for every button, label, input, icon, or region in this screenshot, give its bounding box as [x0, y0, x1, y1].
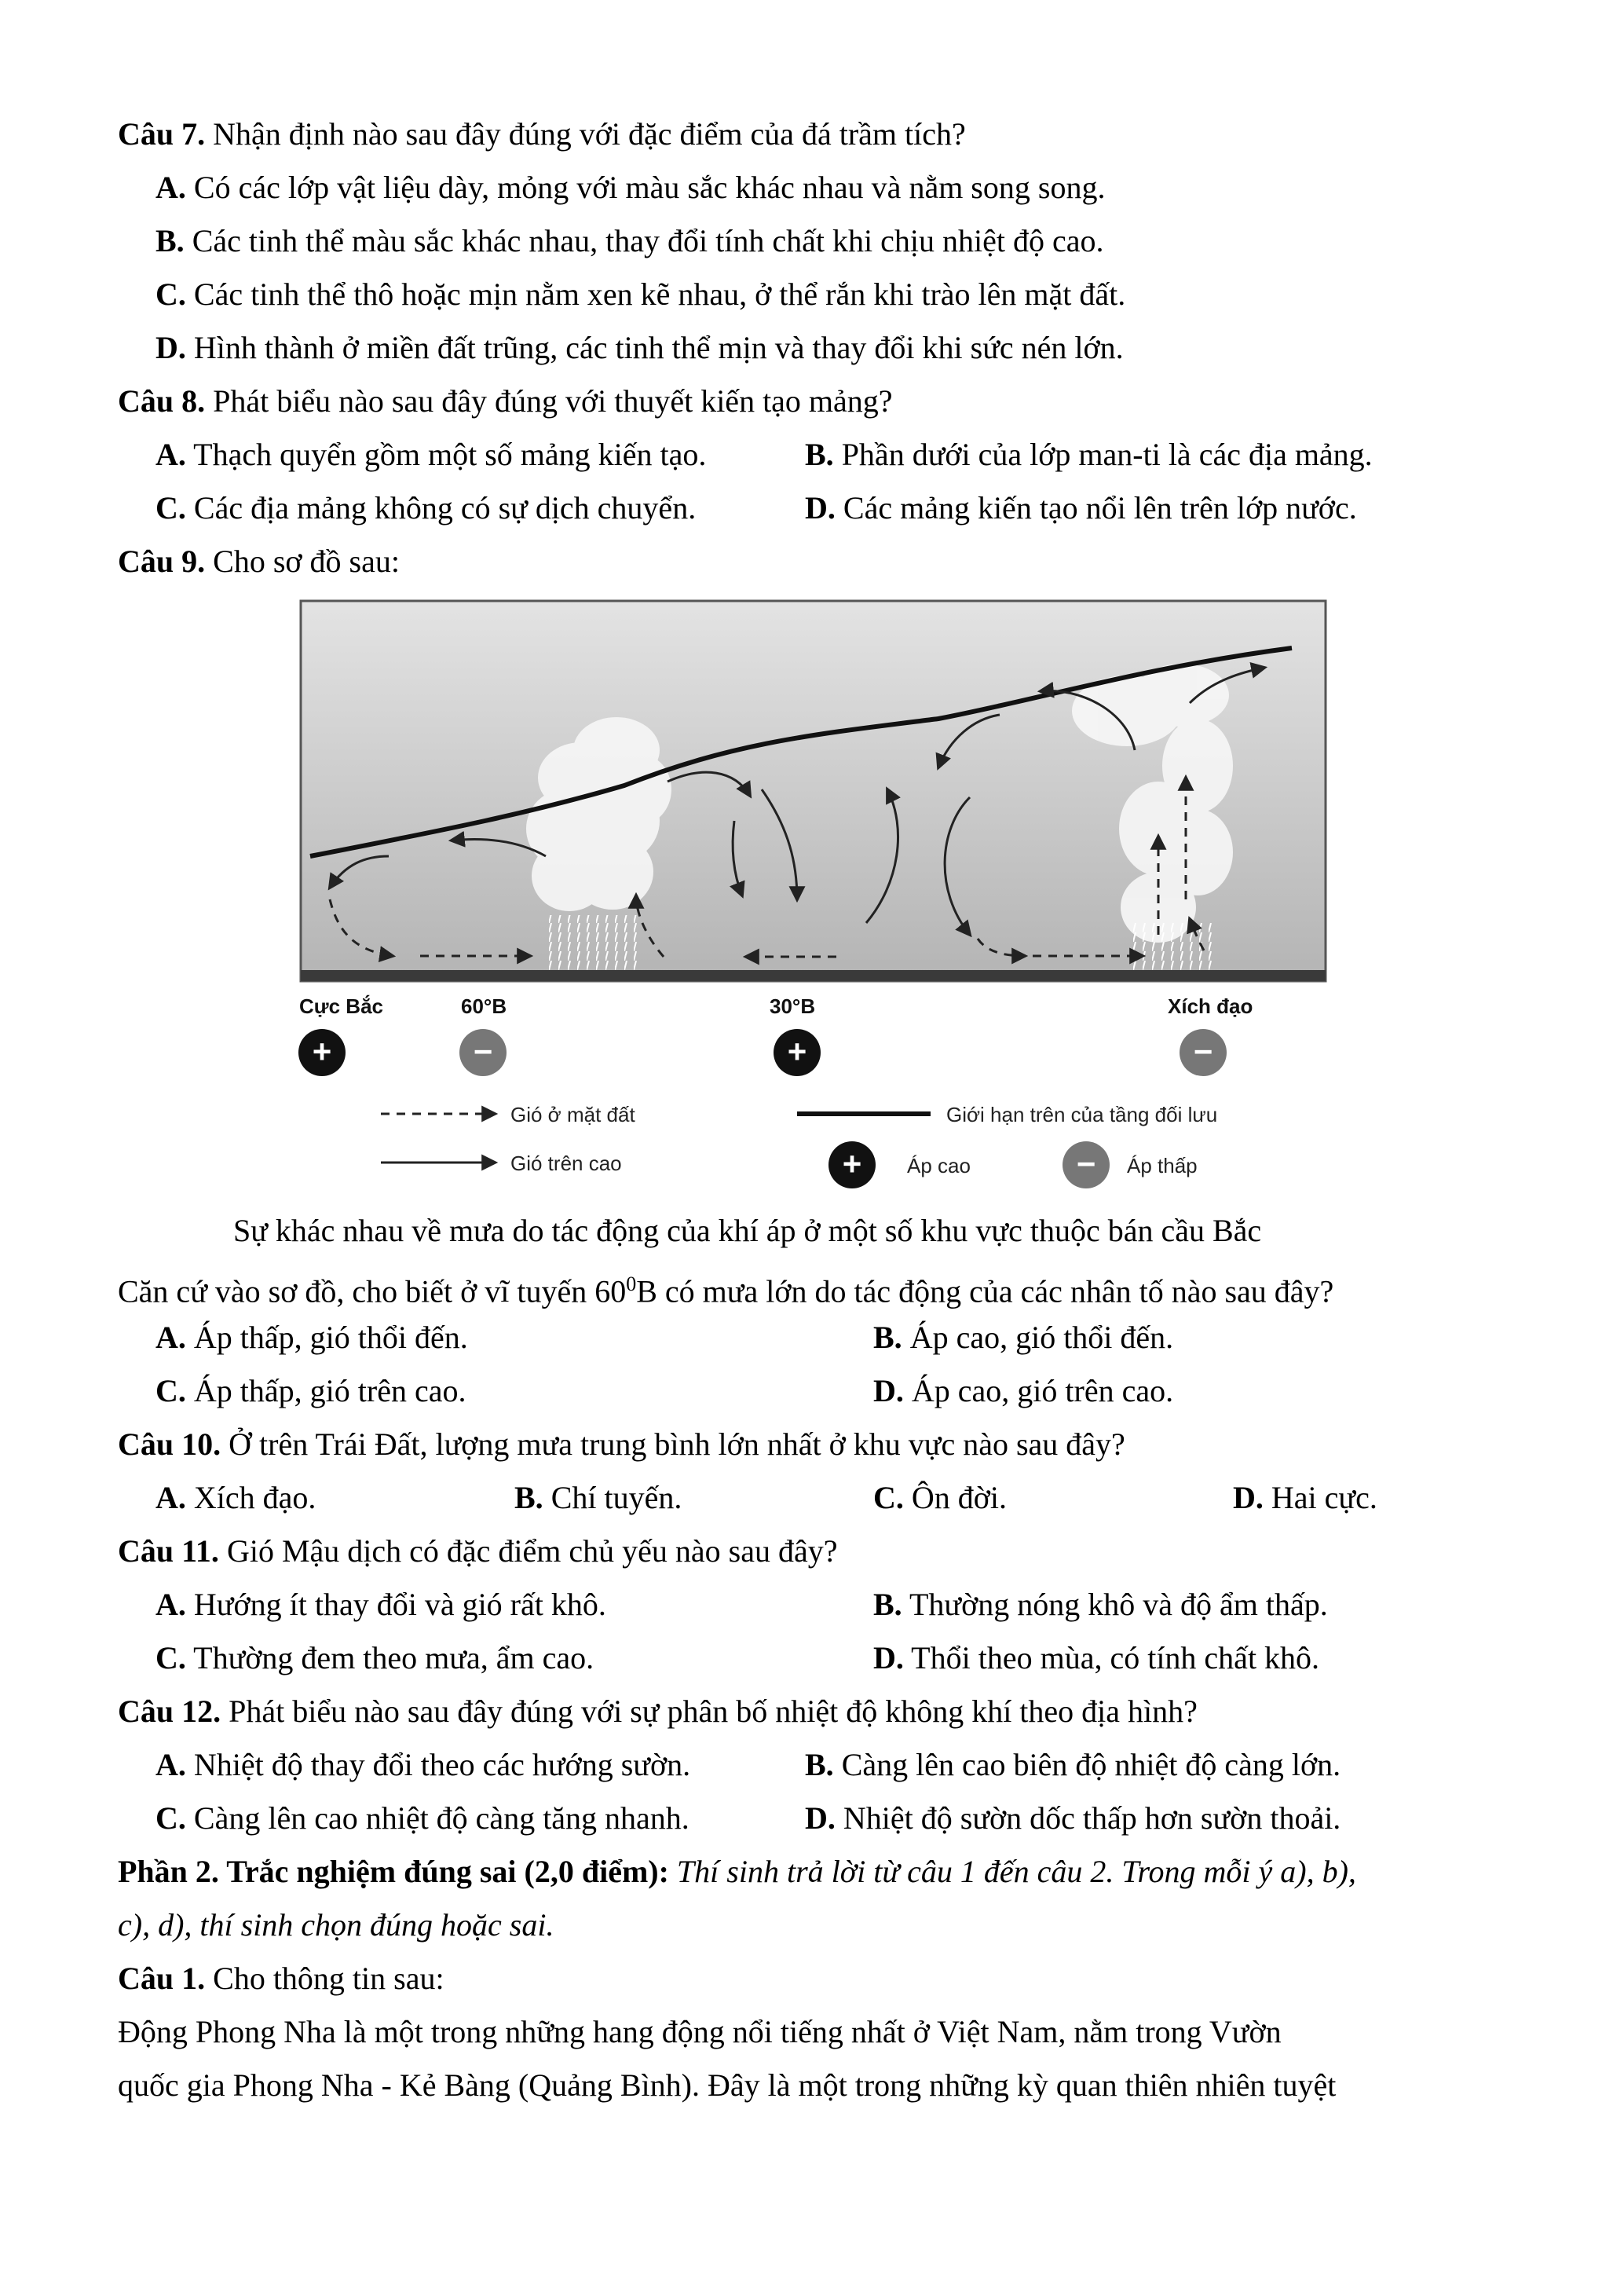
option-text: Xích đạo. [185, 1480, 316, 1515]
option-key: B. [805, 1747, 834, 1782]
option-text: Thạch quyển gồm một số mảng kiến tạo. [185, 437, 707, 472]
option-text: Thường đem theo mưa, ẩm cao. [185, 1640, 594, 1675]
question-10 [118, 1426, 1125, 1463]
passage-line: quốc gia Phong Nha - Kẻ Bàng (Quảng Bình). Đây là một trong những kỳ quan thiên nhiên tuyệt [118, 2067, 1337, 2103]
option-text: Nhiệt độ sườn dốc thấp hơn sườn thoải. [835, 1800, 1341, 1836]
option-d [155, 329, 1124, 367]
option-text: Các địa mảng không có sự dịch chuyển. [185, 490, 697, 525]
rain-equator [1127, 923, 1213, 970]
option-text: Áp thấp, gió trên cao. [185, 1373, 466, 1408]
option-a [155, 169, 1105, 207]
part-2-instructions: Thí sinh trả lời từ câu 1 đến câu 2. Trong mỗi ý a), b), [668, 1854, 1356, 1889]
option-key: D. [805, 1800, 836, 1836]
part-2-heading [118, 1853, 1356, 1891]
lat-label-30: 30°B [770, 994, 816, 1018]
question-7 [118, 115, 966, 153]
option-text: Càng lên cao biên độ nhiệt độ càng lớn. [833, 1747, 1341, 1782]
minus-icon: − [1076, 1145, 1096, 1182]
minus-icon: − [1193, 1033, 1213, 1070]
question-8 [118, 383, 893, 420]
rain-60 [546, 915, 640, 970]
option-d [873, 1639, 1319, 1677]
option-c [155, 276, 1125, 313]
ground-line [301, 970, 1326, 981]
question-stem: Phát biểu nào sau đây đúng với sự phân bố nhiệt độ không khí theo địa hình? [221, 1694, 1198, 1729]
option-a [155, 1586, 606, 1624]
prompt-text: B có mưa lớn do tác động của các nhân tố nào sau đây? [636, 1273, 1334, 1309]
option-key: B. [805, 437, 834, 472]
part-2-instructions-cont [118, 1906, 554, 1944]
minus-icon: − [473, 1033, 493, 1070]
question-9 [118, 543, 400, 580]
question-9-prompt [118, 1265, 1333, 1310]
option-key: A. [155, 1747, 186, 1782]
option-key: D. [155, 330, 186, 365]
option-a [155, 436, 706, 474]
option-text: Ôn đời. [903, 1480, 1008, 1515]
option-a [155, 1319, 468, 1357]
option-key: B. [514, 1480, 543, 1515]
plus-icon: + [312, 1033, 332, 1070]
option-b [873, 1586, 1328, 1624]
option-key: C. [155, 1373, 186, 1408]
part-2-question-1 [118, 1960, 444, 1998]
question-number: Câu 10. [118, 1426, 221, 1462]
option-b [514, 1479, 682, 1517]
question-number: Câu 8. [118, 383, 206, 419]
question-12 [118, 1693, 1198, 1730]
option-text: Thường nóng khô và độ ẩm thấp. [902, 1587, 1328, 1622]
option-key: A. [155, 1587, 186, 1622]
plus-icon: + [842, 1145, 862, 1182]
option-key: D. [1233, 1480, 1264, 1515]
option-b [873, 1319, 1173, 1357]
option-key: A. [155, 437, 186, 472]
question-number: Câu 12. [118, 1694, 221, 1729]
option-text: Các tinh thể thô hoặc mịn nằm xen kẽ nhau, ở thể rắn khi trào lên mặt đất. [185, 276, 1126, 312]
question-stem: Nhận định nào sau đây đúng với đặc điểm của đá trầm tích? [205, 116, 966, 152]
option-text: Áp cao, gió thổi đến. [902, 1320, 1174, 1355]
option-text: Các tinh thể màu sắc khác nhau, thay đổi tính chất khi chịu nhiệt độ cao. [184, 223, 1104, 258]
option-text: Càng lên cao nhiệt độ càng tăng nhanh. [185, 1800, 689, 1836]
option-c [155, 1372, 466, 1410]
pressure-rain-diagram [294, 593, 1339, 1190]
passage-line: Động Phong Nha là một trong những hang động nổi tiếng nhất ở Việt Nam, nằm trong Vườn [118, 2014, 1282, 2049]
option-key: A. [155, 170, 186, 205]
question-number: Câu 1. [118, 1961, 206, 1996]
question-stem: Ở trên Trái Đất, lượng mưa trung bình lớn nhất ở khu vực nào sau đây? [221, 1426, 1125, 1462]
pressure-high-pole [298, 1029, 346, 1076]
pressure-low-equator [1180, 1029, 1227, 1076]
question-11 [118, 1532, 837, 1570]
option-key: D. [873, 1373, 904, 1408]
question-stem: Cho thông tin sau: [205, 1961, 444, 1996]
question-number: Câu 11. [118, 1533, 219, 1569]
question-stem: Gió Mậu dịch có đặc điểm chủ yếu nào sau đây? [218, 1533, 838, 1569]
part-2-instructions: c), d), thí sinh chọn đúng hoặc sai. [118, 1907, 554, 1943]
option-text: Phần dưới của lớp man-ti là các địa mảng. [833, 437, 1373, 472]
question-number: Câu 7. [118, 116, 206, 152]
diagram-caption: Sự khác nhau về mưa do tác động của khí áp ở một số khu vực thuộc bán cầu Bắc [233, 1213, 1262, 1248]
question-stem: Cho sơ đồ sau: [205, 544, 400, 579]
option-key: D. [805, 490, 836, 525]
option-text: Áp cao, gió trên cao. [903, 1373, 1174, 1408]
option-text: Chí tuyến. [543, 1480, 682, 1515]
option-key: C. [155, 276, 186, 312]
option-key: C. [155, 490, 186, 525]
option-text: Hai cực. [1263, 1480, 1377, 1515]
option-d [805, 489, 1357, 527]
prompt-text: Căn cứ vào sơ đồ, cho biết ở vĩ tuyến 60 [118, 1273, 627, 1309]
option-key: A. [155, 1320, 186, 1355]
option-a [155, 1479, 316, 1517]
option-d [873, 1372, 1173, 1410]
lat-label-pole: Cực Bắc [299, 994, 383, 1018]
option-key: A. [155, 1480, 186, 1515]
option-d [1233, 1479, 1377, 1517]
prompt-superscript: 0 [626, 1273, 637, 1295]
option-key: B. [873, 1587, 902, 1622]
part-2-title: Phần 2. Trắc nghiệm đúng sai (2,0 điểm): [118, 1854, 669, 1889]
option-text: Hướng ít thay đổi và gió rất khô. [185, 1587, 606, 1622]
question-number: Câu 9. [118, 544, 206, 579]
option-d [805, 1800, 1341, 1837]
legend-upper-wind: Gió trên cao [510, 1152, 622, 1175]
legend [381, 1103, 1217, 1188]
option-key: D. [873, 1640, 904, 1675]
option-b [805, 1746, 1341, 1784]
option-text: Các mảng kiến tạo nổi lên trên lớp nước. [835, 490, 1357, 525]
option-b [155, 222, 1103, 260]
option-text: Hình thành ở miền đất trũng, các tinh thể mịn và thay đổi khi sức nén lớn. [185, 330, 1124, 365]
plus-icon: + [787, 1033, 807, 1070]
option-text: Nhiệt độ thay đổi theo các hướng sườn. [185, 1747, 691, 1782]
option-key: C. [155, 1640, 186, 1675]
pressure-low-60 [459, 1029, 507, 1076]
question-stem: Phát biểu nào sau đây đúng với thuyết kiến tạo mảng? [205, 383, 893, 419]
option-key: C. [155, 1800, 186, 1836]
legend-high: Áp cao [907, 1154, 971, 1177]
option-key: C. [873, 1480, 904, 1515]
option-c [873, 1479, 1007, 1517]
option-text: Thổi theo mùa, có tính chất khô. [903, 1640, 1320, 1675]
legend-tropopause: Giới hạn trên của tầng đối lưu [946, 1103, 1218, 1126]
option-key: B. [873, 1320, 902, 1355]
option-c [155, 1800, 689, 1837]
lat-label-equator: Xích đạo [1168, 994, 1253, 1018]
option-b [805, 436, 1373, 474]
option-a [155, 1746, 690, 1784]
lat-label-60: 60°B [461, 994, 507, 1018]
legend-low: Áp thấp [1127, 1154, 1198, 1177]
option-c [155, 1639, 594, 1677]
option-text: Áp thấp, gió thổi đến. [185, 1320, 468, 1355]
option-c [155, 489, 696, 527]
option-key: B. [155, 223, 185, 258]
legend-surface-wind: Gió ở mặt đất [510, 1103, 635, 1126]
option-text: Có các lớp vật liệu dày, mỏng với màu sắc khác nhau và nằm song song. [185, 170, 1106, 205]
pressure-high-30 [774, 1029, 821, 1076]
